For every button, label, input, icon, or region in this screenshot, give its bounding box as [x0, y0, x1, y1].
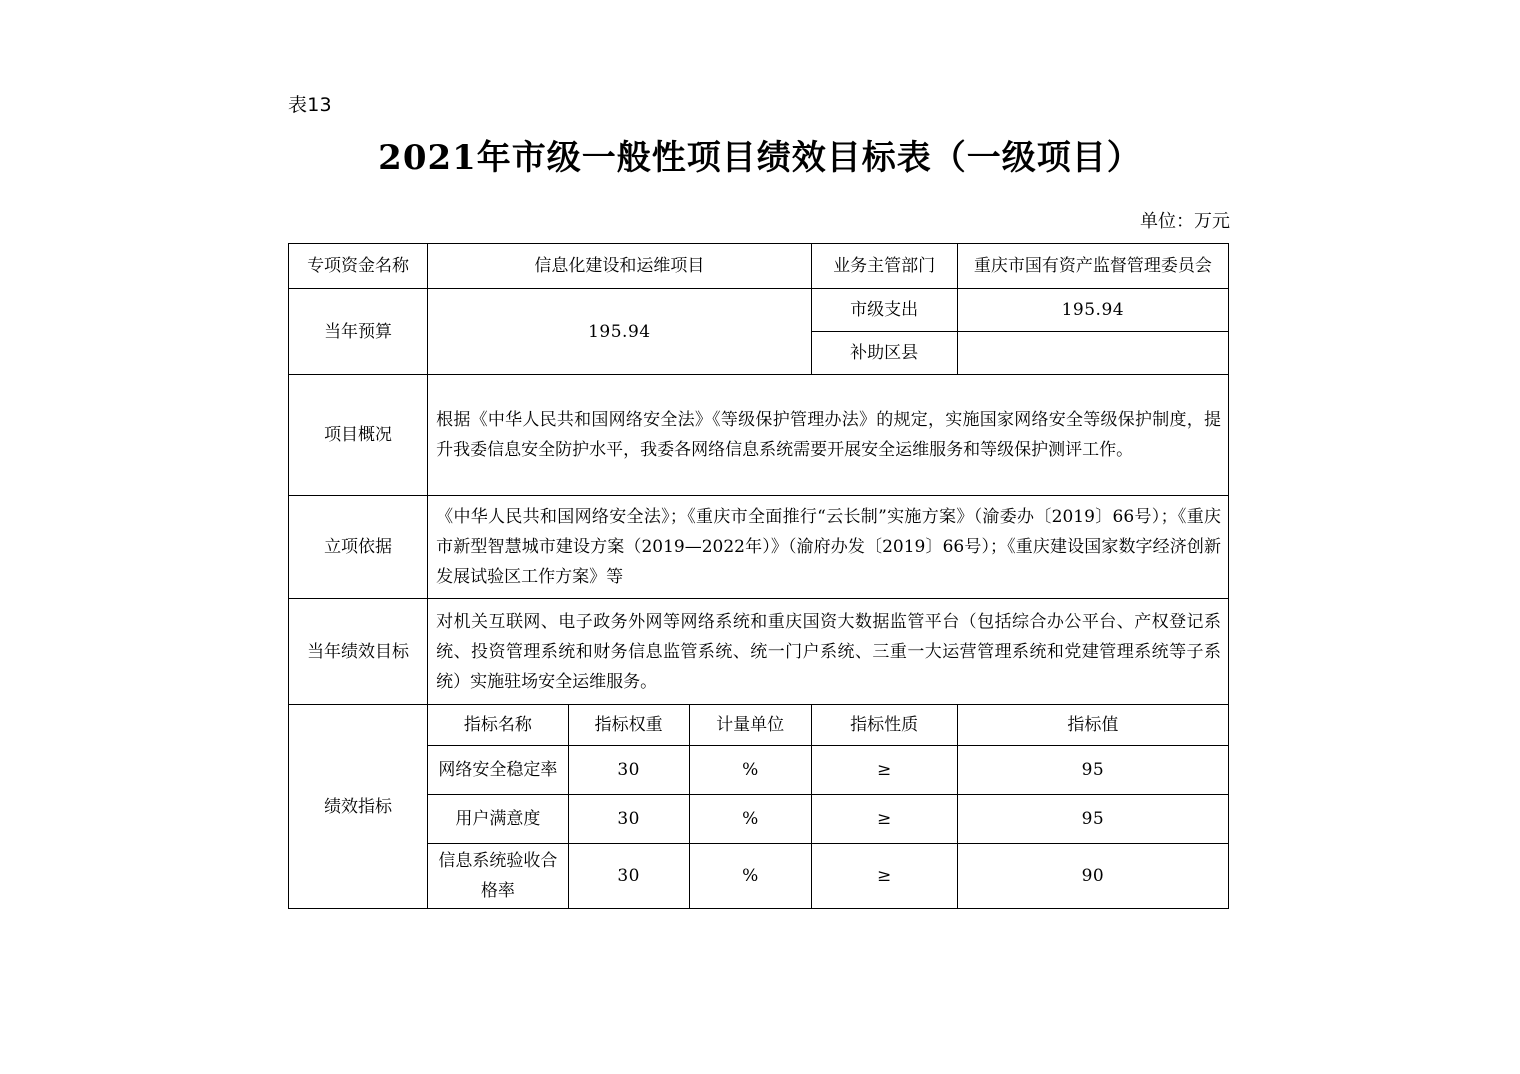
annual-budget-label: 当年预算 — [289, 289, 428, 375]
indicator-header-nature: 指标性质 — [811, 705, 957, 746]
indicator-nature: ≥ — [811, 844, 957, 909]
project-basis-label: 立项依据 — [289, 496, 428, 599]
indicator-header-name: 指标名称 — [428, 705, 568, 746]
indicator-name: 用户满意度 — [428, 795, 568, 844]
indicator-value: 95 — [957, 746, 1228, 795]
table-label: 表13 — [288, 94, 332, 116]
indicator-weight: 30 — [568, 795, 689, 844]
indicator-header-value: 指标值 — [957, 705, 1228, 746]
city-expenditure-value: 195.94 — [957, 289, 1228, 332]
fund-name-value: 信息化建设和运维项目 — [428, 244, 811, 289]
indicator-unit: % — [689, 844, 811, 909]
county-subsidy-label: 补助区县 — [811, 332, 957, 375]
indicator-unit: % — [689, 746, 811, 795]
indicator-unit: % — [689, 795, 811, 844]
project-overview-label: 项目概况 — [289, 375, 428, 496]
indicator-header-unit: 计量单位 — [689, 705, 811, 746]
indicator-row — [428, 844, 1228, 909]
annual-target-value: 对机关互联网、电子政务外网等网络系统和重庆国资大数据监管平台（包括综合办公平台、产权登记系统、投资管理系统和财务信息监管系统、统一门户系统、三重一大运营管理系统和党建管理系统等子系统）实施驻场安全运维服务。 — [428, 599, 1229, 705]
performance-indicator-grid — [428, 705, 1228, 908]
indicator-row — [428, 795, 1228, 844]
table-row-project-overview — [289, 375, 1229, 496]
indicator-nature: ≥ — [811, 795, 957, 844]
indicator-name: 信息系统验收合格率 — [428, 844, 568, 909]
table-row-budget-city — [289, 289, 1229, 332]
fund-name-label: 专项资金名称 — [289, 244, 428, 289]
indicator-value: 90 — [957, 844, 1228, 909]
indicator-header-weight: 指标权重 — [568, 705, 689, 746]
indicator-nature: ≥ — [811, 746, 957, 795]
indicator-weight: 30 — [568, 746, 689, 795]
table-row-fund-name — [289, 244, 1229, 289]
indicator-row — [428, 746, 1228, 795]
county-subsidy-value — [957, 332, 1228, 375]
table-row-basis — [289, 496, 1229, 599]
page-title: 2021年市级一般性项目绩效目标表（一级项目） — [378, 138, 1142, 178]
indicator-weight: 30 — [568, 844, 689, 909]
table-row-annual-targets — [289, 599, 1229, 705]
supervising-department-label: 业务主管部门 — [811, 244, 957, 289]
indicator-header-row — [428, 705, 1228, 746]
indicator-name: 网络安全稳定率 — [428, 746, 568, 795]
performance-target-table — [288, 243, 1229, 909]
project-basis-value: 《中华人民共和国网络安全法》；《重庆市全面推行“云长制”实施方案》（渝委办〔2019〕66号）；《重庆市新型智慧城市建设方案（2019—2022年）》（渝府办发〔2019〕66号）；《重庆建设国家数字经济创新发展试验区工作方案》等 — [428, 496, 1229, 599]
annual-budget-value: 195.94 — [428, 289, 811, 375]
annual-target-label: 当年绩效目标 — [289, 599, 428, 705]
performance-indicator-grid-host — [428, 705, 1229, 909]
project-overview-value: 根据《中华人民共和国网络安全法》《等级保护管理办法》的规定，实施国家网络安全等级保护制度，提升我委信息安全防护水平，我委各网络信息系统需要开展安全运维服务和等级保护测评工作。 — [428, 375, 1229, 496]
performance-indicator-label: 绩效指标 — [289, 705, 428, 909]
indicator-value: 95 — [957, 795, 1228, 844]
city-expenditure-label: 市级支出 — [811, 289, 957, 332]
supervising-department-value: 重庆市国有资产监督管理委员会 — [957, 244, 1228, 289]
unit-note: 单位：万元 — [1140, 211, 1230, 232]
table-row-indicators — [289, 705, 1229, 909]
